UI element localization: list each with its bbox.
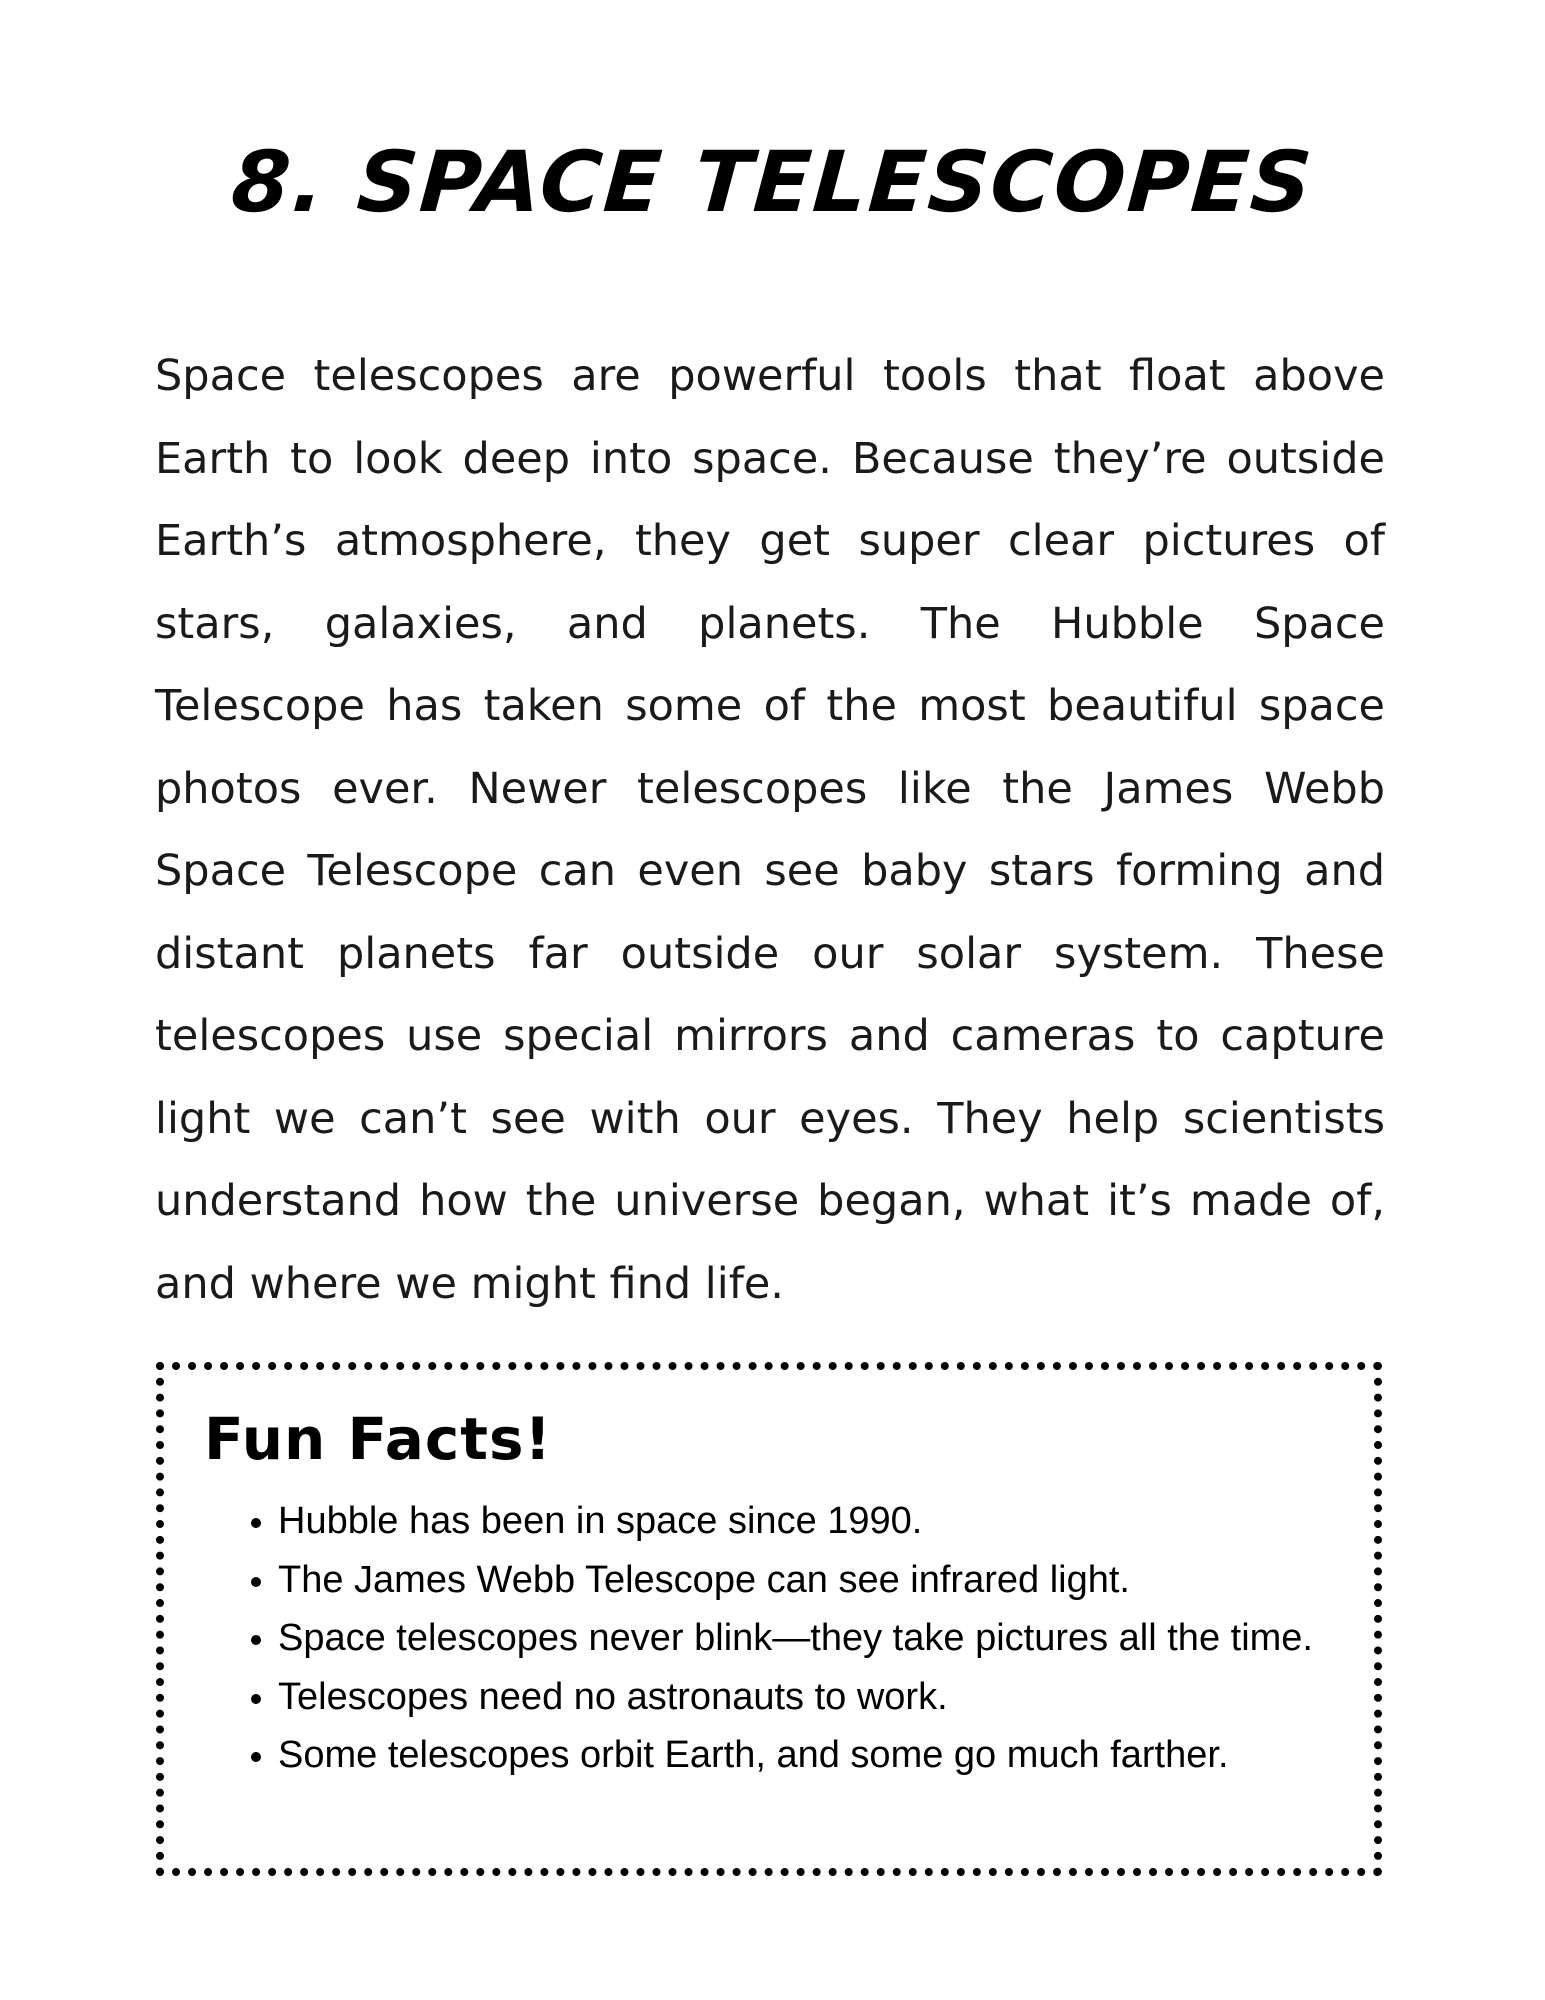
fun-facts-list — [236, 1492, 1378, 1785]
fun-facts-box — [156, 1362, 1382, 1876]
page-title: 8. SPACE TELESCOPES — [228, 133, 1317, 231]
fun-fact-item: • Space telescopes never blink—they take pictures all the time. — [278, 1609, 1378, 1668]
fun-fact-item: • Hubble has been in space since 1990. — [278, 1492, 1378, 1551]
fun-facts-heading: Fun Facts! — [204, 1405, 552, 1473]
fun-fact-item: • Some telescopes orbit Earth, and some go much farther. — [278, 1726, 1378, 1785]
fun-fact-item: • The James Webb Telescope can see infrared light. — [278, 1551, 1378, 1610]
fun-fact-item: • Telescopes need no astronauts to work. — [278, 1668, 1378, 1727]
body-paragraph: Space telescopes are powerful tools that float above Earth to look deep into space. Because they’re outside Earth’s atmosphere, they get super clear pictures of stars, galaxies, and planets. The Hubble Space Telescope has taken some of the most beautiful space photos ever. Newer telescopes like the James Webb Space Telescope can even see baby stars forming and distant planets far outside our solar system. These telescopes use special mirrors and cameras to capture light we can’t see with our eyes. They help scientists understand how the universe began, what it’s made of, and where we might find life. — [155, 351, 1385, 1309]
